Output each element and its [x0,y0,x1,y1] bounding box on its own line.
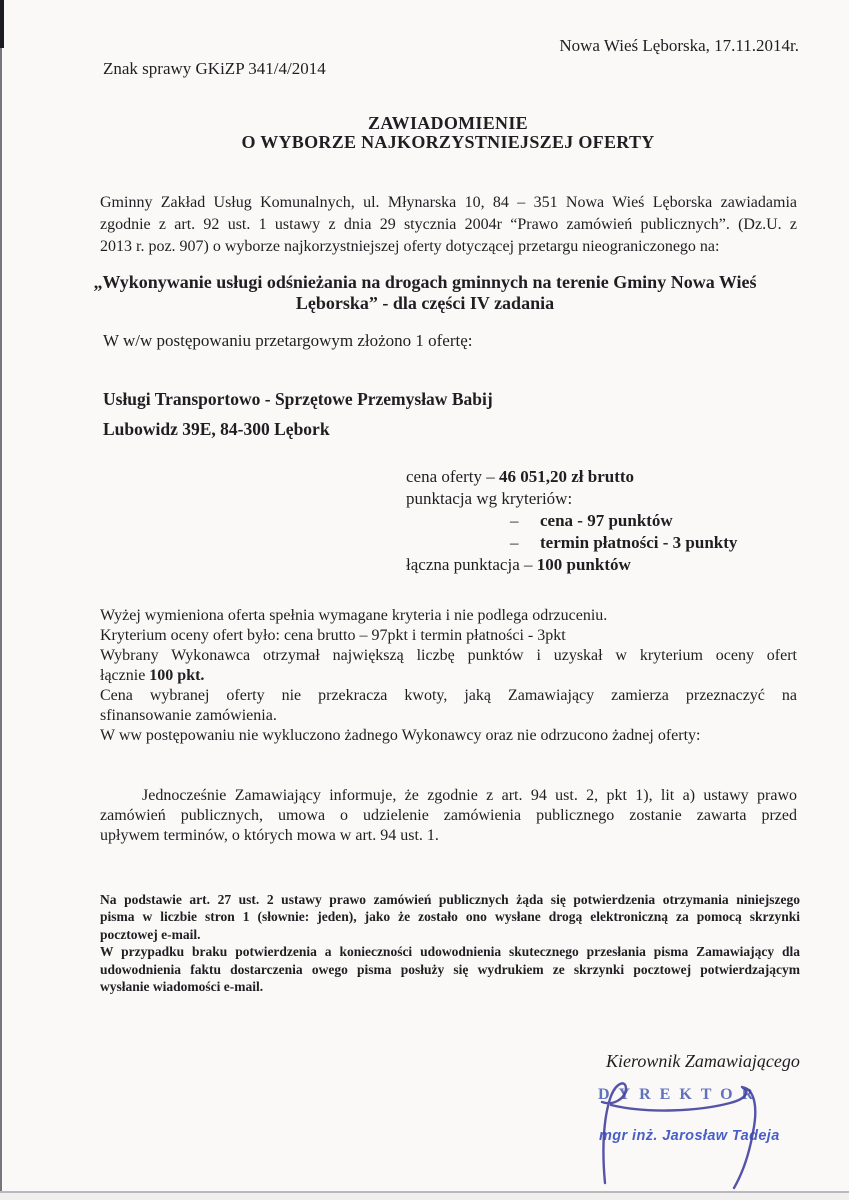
criteria-item-price-text: cena - 97 punktów [540,511,673,530]
text-line: Na podstawie art. 27 ust. 2 ustawy prawo zamówień publicznych żąda się potwierdzenia otrzymania niniejszego [100,892,800,907]
text-line: sfinansowanie zamówienia. [100,707,277,724]
text-line: Gminny Zakład Usług Komunalnych, ul. Młynarska 10, 84 – 351 Nowa Wieś Lęborska zawiadamia [100,194,797,211]
text-line: 2013 r. poz. 907) o wyborze najkorzystniejszej oferty dotyczącej przetargu nieograniczonego na: [100,238,720,255]
scan-edge-bottom-strip [0,1193,849,1200]
stamp-name: mgr inż. Jarosław Tadeja [599,1128,780,1144]
text-line: pocztowej e-mail. [100,926,201,942]
signer-role: Kierownik Zamawiającego [606,1051,800,1071]
text-line: wysłanie wiadomości e-mail. [100,978,264,994]
total-points-line [406,554,737,576]
text-line: upływem terminów, o których mowa w art. 94 ust. 1. [100,827,439,844]
document-title-line1: ZAWIADOMIENIE [368,113,528,133]
text-line [100,666,797,686]
text-line: W przypadku braku potwierdzenia a konieczności udowodnienia skutecznego przesłania pisma Zamawiający dla [100,944,800,960]
scan-edge-bottom-line [0,1191,849,1193]
dash-bullet: – [510,511,519,530]
total-points-value: 100 punktów [536,555,631,574]
total-points-label: łączna punktacja – [406,555,537,574]
text-line: W ww postępowaniu nie wykluczono żadnego Wykonawcy oraz nie odrzucono żadnej oferty: [100,727,701,744]
tender-subject-line1: „Wykonywanie usługi odśnieżania na drogach gminnych na terenie Gminy Nowa Wieś [93,272,757,292]
text-line: Cena wybranej oferty nie przekracza kwoty, jaką Zamawiający zamierza przeznaczyć na [100,687,797,704]
text-line: Kryterium oceny ofert było: cena brutto – 97pkt i termin płatności - 3pkt [100,627,566,644]
text-line: zgodnie z art. 92 ust. 1 ustawy z dnia 29 stycznia 2004r “Prawo zamówień publicznych”. (Dz.U. z [100,216,797,233]
criteria-label: punktacja wg kryteriów: [406,489,573,508]
footer-confirmation-note [100,891,800,995]
criteria-item-payment-term [406,532,737,554]
criteria-item-payment-term-text: termin płatności - 3 punkty [540,533,738,552]
text-line: zamówień publicznych, umowa o udzielenie zamówienia publicznego zostanie zawarta przed [100,807,797,824]
letter-date: Nowa Wieś Lęborska, 17.11.2014r. [559,36,799,55]
tender-subject-line2: Lęborska” - dla części IV zadania [295,293,555,313]
submission-note: W w/w postępowaniu przetargowym złożono 1 ofertę: [103,331,473,350]
text-line: Wyżej wymieniona oferta spełnia wymagane kryteria i nie podlega odrzuceniu. [100,607,608,624]
tender-subject [60,272,790,314]
intro-paragraph [100,192,797,258]
criteria-item-price [406,510,737,532]
scan-edge-left [0,0,2,1200]
offer-price-line [406,466,737,488]
total-points-bold: 100 pkt. [149,667,205,684]
text-line: Wybrany Wykonawca otrzymał największą liczbę punktów i uzyskał w kryterium oceny ofert [100,647,797,664]
text-line: Jednocześnie Zamawiający informuje, że zgodnie z art. 94 ust. 2, pkt 1), lit a) ustawy prawo [142,787,797,804]
stamp-title: DYREKTOR [598,1086,763,1103]
text-line: udowodnienia faktu dostarczenia owego pisma posłuży się wydrukiem ze skrzynki pocztowej potwierdzającym [100,961,800,977]
bidder-address: Lubowidz 39E, 84-300 Lębork [103,419,330,439]
scan-edge-left-top-mark [0,0,4,48]
document-title-line2: O WYBORZE NAJKORZYSTNIEJSZEJ OFERTY [241,132,655,152]
offer-price-label: cena oferty – [406,467,499,486]
assessment-paragraph [100,606,797,746]
text-line: pisma w liczbie stron 1 (słownie: jeden), jako że zostało ono wysłane drogą elektroniczną za pomocą skrzynki [100,909,800,925]
document-title [103,114,793,152]
text-segment: łącznie [100,667,150,684]
case-number: Znak sprawy GKiZP 341/4/2014 [103,59,326,78]
scoring-block [406,466,737,576]
legal-paragraph [100,786,797,846]
bidder-name: Usługi Transportowo - Sprzętowe Przemysław Babij [103,389,493,409]
dash-bullet: – [510,533,519,552]
offer-price-value: 46 051,20 zł brutto [498,467,635,486]
